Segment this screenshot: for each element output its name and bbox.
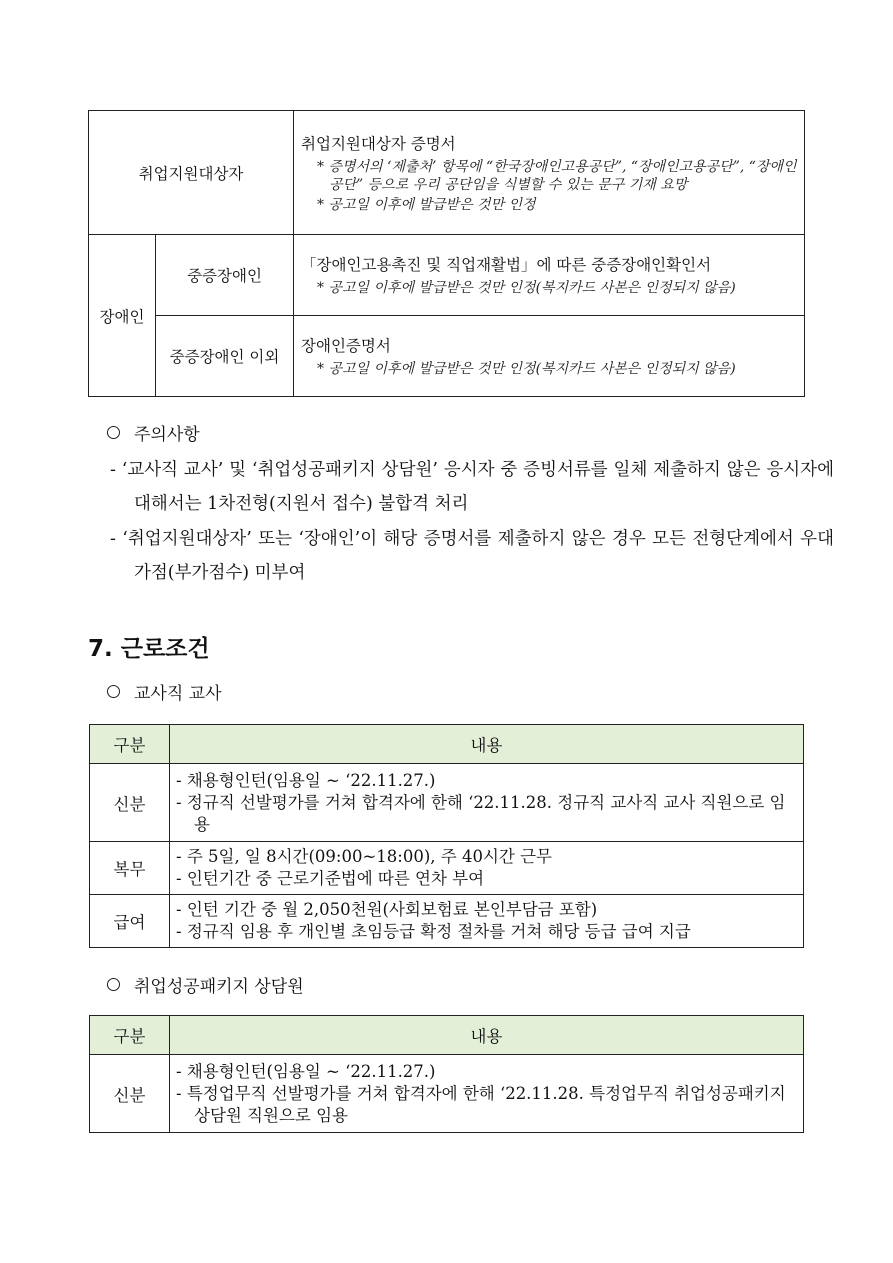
content-cell xyxy=(294,111,805,235)
header-cell: 구분 xyxy=(90,1016,170,1055)
section-title: 7. 근로조건 xyxy=(88,636,210,662)
content-cell xyxy=(294,235,805,316)
circle-bullet-icon xyxy=(107,426,120,439)
document-name: 취업지원대상자 증명서 xyxy=(301,134,456,153)
row-label: 신분 xyxy=(90,764,170,842)
document-name: 장애인증명서 xyxy=(301,337,391,355)
condition-item: - 채용형인턴(임용일 ~ ‘22.11.27.) xyxy=(176,1061,436,1081)
document-note: * 공고일 이후에 발급받은 것만 인정(복지카드 사본은 인정되지 않음) xyxy=(317,280,736,296)
circle-bullet-icon xyxy=(107,685,120,698)
row-label: 급여 xyxy=(90,895,170,948)
condition-item: - 채용형인턴(임용일 ~ ‘22.11.27.) xyxy=(176,770,436,790)
subcategory-cell: 중증장애인 이외 xyxy=(156,316,294,397)
teacher-heading xyxy=(107,679,222,704)
header-cell: 구분 xyxy=(90,725,170,764)
cautions-heading xyxy=(107,420,200,445)
condition-item: - 인턴기간 중 근로기준법에 따른 연차 부여 xyxy=(176,869,485,888)
counselor-conditions-table xyxy=(89,1015,804,1133)
table-row xyxy=(89,235,805,316)
row-content xyxy=(170,1055,804,1133)
documents-table xyxy=(88,110,805,397)
row-label: 신분 xyxy=(90,1055,170,1133)
condition-item: - 정규직 선발평가를 거쳐 합격자에 한해 ‘22.11.28. 정규직 교사직 교사 직원으로 임용 xyxy=(176,792,786,834)
header-cell: 내용 xyxy=(170,725,804,764)
row-content xyxy=(170,764,804,842)
row-content xyxy=(170,842,804,895)
table-row xyxy=(90,895,804,948)
circle-bullet-icon xyxy=(107,978,120,991)
condition-item: - 특정업무직 선발평가를 거쳐 합격자에 한해 ‘22.11.28. 특정업무직 취업성공패키지 상담원 직원으로 임용 xyxy=(176,1083,786,1125)
counselor-heading xyxy=(107,972,304,997)
table-row xyxy=(89,316,805,397)
table-row xyxy=(89,111,805,235)
subcategory-cell: 중증장애인 xyxy=(156,235,294,316)
table-row xyxy=(90,842,804,895)
teacher-conditions-table xyxy=(89,724,804,948)
table-header-row xyxy=(90,1016,804,1055)
category-cell: 장애인 xyxy=(89,235,156,397)
caution-item: - ‘취업지원대상자’ 또는 ‘장애인’이 해당 증명서를 제출하지 않은 경우 모든 전형단계에서 우대가점(부가점수) 미부여 xyxy=(110,529,834,583)
document-note: * 공고일 이후에 발급받은 것만 인정(복지카드 사본은 인정되지 않음) xyxy=(317,361,736,377)
document-name: 「장애인고용촉진 및 직업재활법」에 따른 중증장애인확인서 xyxy=(301,256,712,274)
table-header-row xyxy=(90,725,804,764)
header-cell: 내용 xyxy=(170,1016,804,1055)
table-row xyxy=(90,1055,804,1133)
row-label: 복무 xyxy=(90,842,170,895)
condition-item: - 정규직 임용 후 개인별 초임등급 확정 절차를 거쳐 해당 등급 급여 지급 xyxy=(176,922,691,941)
counselor-title: 취업성공패키지 상담원 xyxy=(134,977,304,997)
table-row xyxy=(90,764,804,842)
cautions-title: 주의사항 xyxy=(134,425,200,445)
content-cell xyxy=(294,316,805,397)
teacher-title: 교사직 교사 xyxy=(134,684,222,704)
document-note: * 공고일 이후에 발급받은 것만 인정 xyxy=(317,196,536,213)
condition-item: - 인턴 기간 중 월 2,050천원(사회보험료 본인부담금 포함) xyxy=(176,900,598,919)
row-content xyxy=(170,895,804,948)
category-cell: 취업지원대상자 xyxy=(89,111,294,235)
caution-item: - ‘교사직 교사’ 및 ‘취업성공패키지 상담원’ 응시자 중 증빙서류를 일체 제출하지 않은 응시자에 대해서는 1차전형(지원서 접수) 불합격 처리 xyxy=(110,460,834,514)
document-note: * 증명서의 ‘제출처’ 항목에 “한국장애인고용공단”, “장애인고용공단”, “장애인공단” 등으로 우리 공단임을 식별할 수 있는 문구 기재 요망 xyxy=(317,158,797,193)
condition-item: - 주 5일, 일 8시간(09:00~18:00), 주 40시간 근무 xyxy=(176,847,552,866)
